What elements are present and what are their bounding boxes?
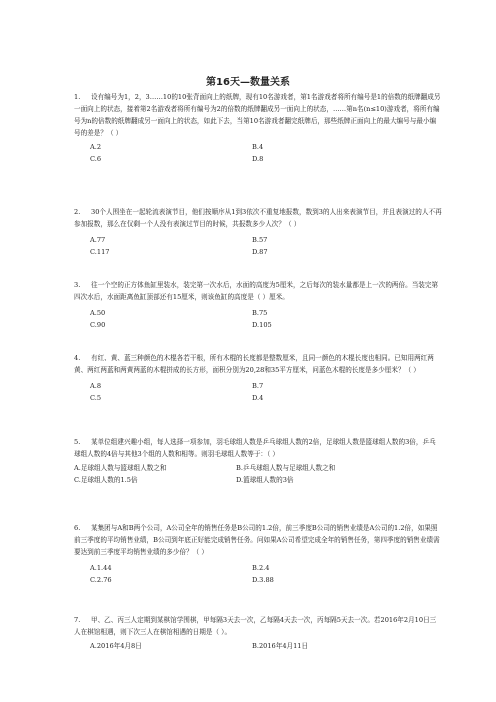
question-stem [74,436,442,460]
options-row [74,562,442,574]
question-stem [74,279,442,303]
options-row [74,474,442,486]
question-number: 1. [74,93,81,101]
option-a[interactable]: A.1.44 [90,564,112,572]
question-text: 某单位组建兴趣小组，每人选择一项参加，羽毛球组人数是乒乓球组人数的2倍，足球组人数是篮球组人数的3倍，乒乓球组人数的4倍与其他3个组的人数和相等。则羽毛球组人数等于：（ ） [74,438,436,458]
question-1 [74,91,442,165]
option-b[interactable]: B.7 [252,382,264,390]
option-d[interactable]: D.87 [252,248,268,256]
question-7 [74,614,442,652]
option-a[interactable]: A.2016年4月8日 [90,642,142,650]
option-b[interactable]: B.57 [252,236,268,244]
question-text: 某集团与A和B两个公司，A公司全年的销售任务是B公司的1.2倍，前三季度B公司的销售业绩是A公司的1.2倍，如果照前三季度的平均销售业绩，B公司到年底正好能完成销售任务。问如果A公司希望完成全年的销售任务，第四季度的销售业绩需要达到前三季度平均销售业绩的多少倍？（ ） [74,524,440,556]
option-b[interactable]: B.乒乓球组人数与足球组人数之和 [236,464,336,472]
question-stem [74,614,442,638]
options-row [74,319,442,331]
question-stem [74,91,442,139]
option-d[interactable]: D.105 [252,321,272,329]
options-row [74,234,442,246]
question-number: 7. [74,616,81,624]
question-number: 3. [74,281,81,289]
option-b[interactable]: B.4 [252,143,264,151]
option-a[interactable]: A.2 [90,143,102,151]
question-number: 4. [74,354,81,362]
option-c[interactable]: C.6 [90,155,102,163]
question-text: 甲、乙、丙三人定期到某棋馆学围棋，甲每隔3天去一次，乙每隔4天去一次，丙每隔5天去一次。若2016年2月10日三人在棋馆相遇，则下次三人在棋馆相遇的日期是（ ）。 [74,616,437,636]
option-d[interactable]: D.篮球组人数的3倍 [236,476,294,484]
page-title: 第16天—数量关系 [206,77,290,88]
option-c[interactable]: C.足球组人数的1.5倍 [74,476,138,484]
options-row [74,462,442,474]
option-b[interactable]: B.2016年4月11日 [252,642,309,650]
question-text: 往一个空的正方体鱼缸里装水，装完第一次水后，水面的高度为5厘米，之后每次的装水量都是上一次的两倍。当装完第四次水后，水面距离鱼缸顶部还有15厘米，则该鱼缸的高度是（ ）厘米。 [74,281,439,301]
question-number: 2. [74,208,81,216]
options-row [74,307,442,319]
question-stem [74,352,442,376]
question-stem [74,522,442,558]
option-d[interactable]: D.8 [252,155,264,163]
options-row [74,640,442,652]
options-row [74,574,442,586]
question-3 [74,279,442,331]
question-4 [74,352,442,404]
option-a[interactable]: A.足球组人数与篮球组人数之和 [74,464,167,472]
question-5 [74,436,442,486]
options-row [74,392,442,404]
option-c[interactable]: C.117 [90,248,110,256]
options-row [74,380,442,392]
option-c[interactable]: C.2.76 [90,576,112,584]
option-d[interactable]: D.3.88 [252,576,274,584]
option-b[interactable]: B.2.4 [252,564,270,572]
question-text: 设有编号为1，2，3……10的10张背面向上的纸牌，现有10名游戏者，第1名游戏者将所有编号是1的倍数的纸牌翻成另一面向上的状态，接着第2名游戏者将所有编号为2的倍数的纸牌翻成另一面向上的状态，……第n名(n≤10)游戏者，将所有编号为n的倍数的纸牌翻成另一面向上的状态，如此下去，当第10名游戏者翻完纸牌后，那些纸牌正面向上的最大编号与最小编号的差是？（ ） [74,93,441,137]
option-d[interactable]: D.4 [252,394,264,402]
options-row [74,153,442,165]
question-number: 6. [74,524,81,532]
option-b[interactable]: B.75 [252,309,268,317]
question-text: 30个人围坐在一起轮流表演节目，他们按顺序从1到3依次不重复地报数，数到3的人出来表演节目，并且表演过的人不再参加报数，那么在仅剩一个人没有表演过节目的时候，共报数多少人次？（ ） [74,208,442,228]
question-stem [74,206,442,230]
question-2 [74,206,442,258]
options-row [74,246,442,258]
option-a[interactable]: A.50 [90,309,106,317]
option-c[interactable]: C.90 [90,321,106,329]
option-a[interactable]: A.8 [90,382,102,390]
question-6 [74,522,442,586]
options-row [74,141,442,153]
option-a[interactable]: A.77 [90,236,106,244]
question-number: 5. [74,438,81,446]
option-c[interactable]: C.5 [90,394,102,402]
question-text: 有红、黄、蓝三种颜色的木棍各若干根，所有木棍的长度都是整数厘米，且同一颜色的木棍长度也相同。已知用两红两黄、两红两蓝和两黄两蓝的木棍拼成的长方形，面积分别为20,28和35平方厘米，问蓝色木棍的长度是多少厘米？（ ） [74,354,434,374]
